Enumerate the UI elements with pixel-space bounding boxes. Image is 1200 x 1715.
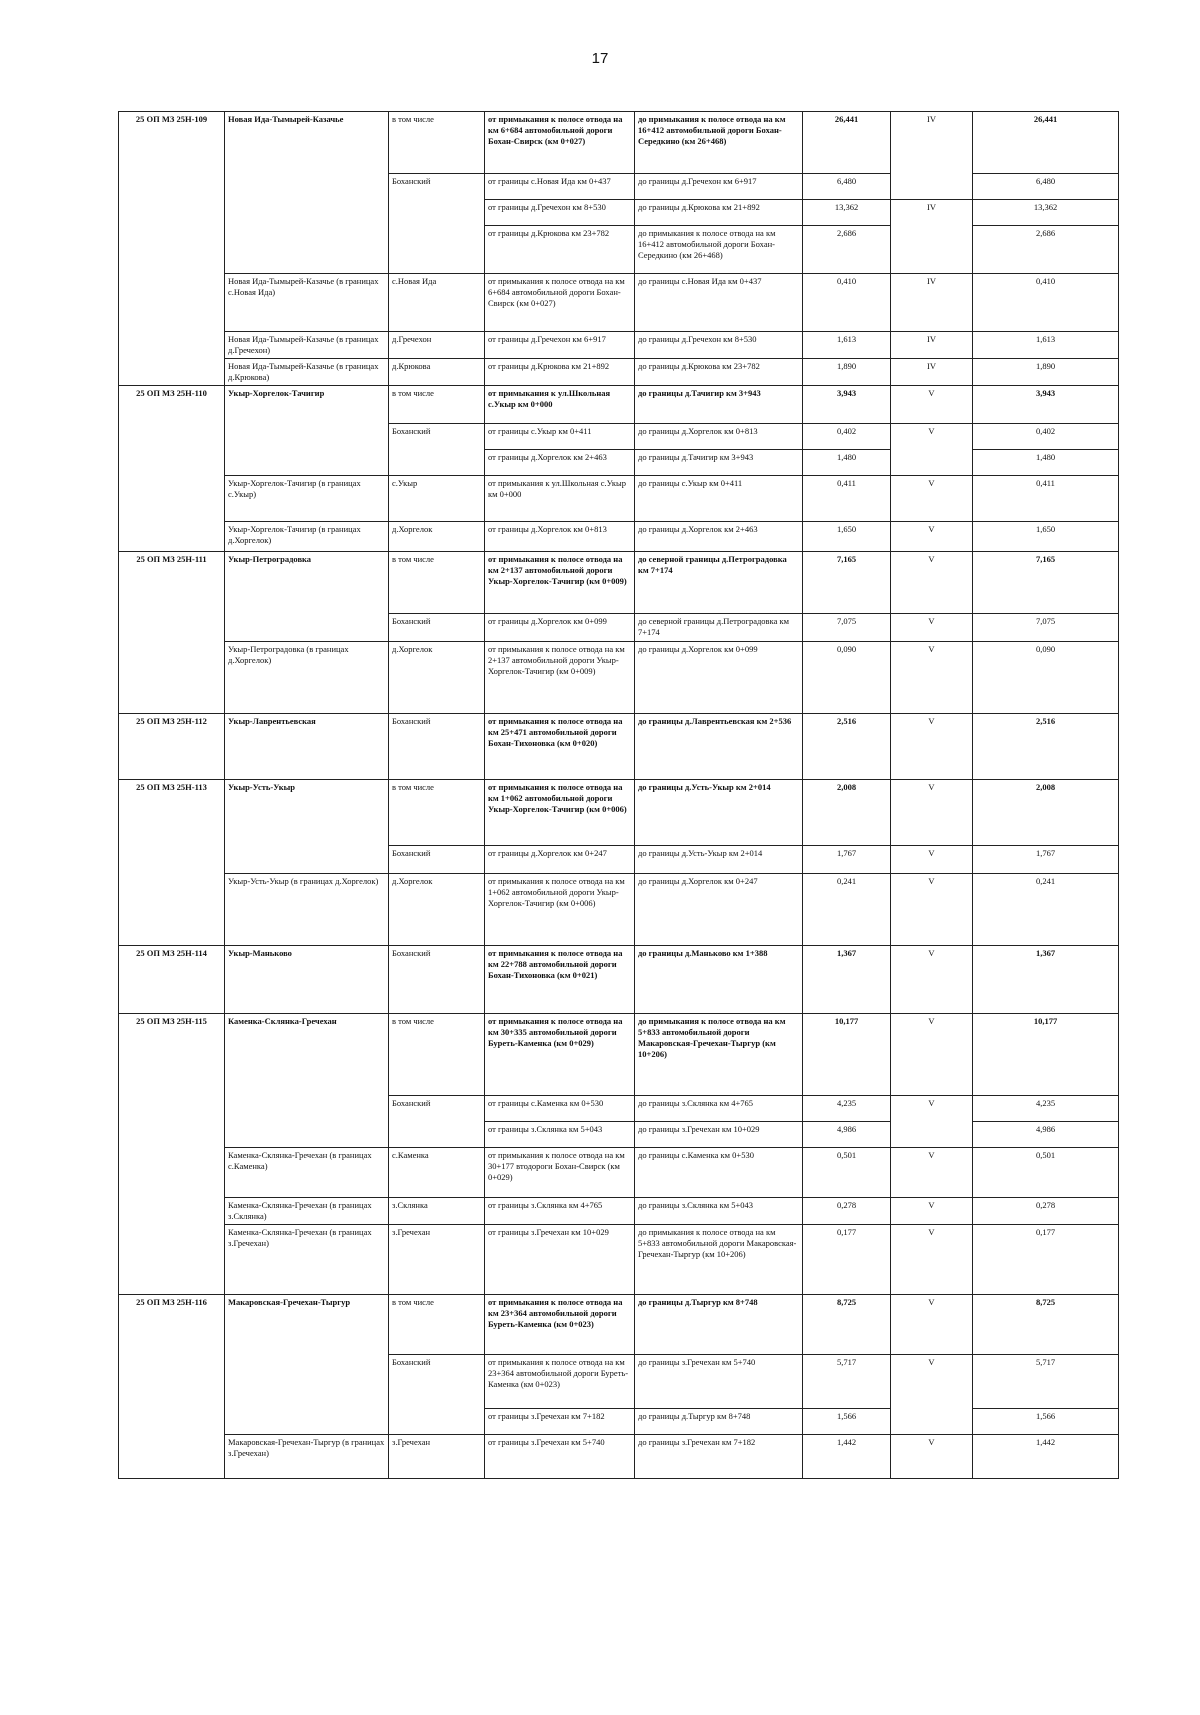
- total-length-cell: 3,943: [973, 386, 1119, 424]
- table-row: [119, 359, 1119, 386]
- total-length-cell: 0,411: [973, 476, 1119, 522]
- road-name-cell: Макаровская-Гречехан-Тыргур: [225, 1295, 389, 1435]
- location-cell: в том числе: [389, 780, 485, 846]
- from-cell: от примыкания к полосе отвода на км 23+364 автомобильной дороги Буреть-Каменка (км 0+023): [485, 1295, 635, 1355]
- to-cell: до границы д.Усть-Укыр км 2+014: [635, 780, 803, 846]
- from-cell: от границы з.Склянка км 4+765: [485, 1198, 635, 1225]
- length-cell: 1,890: [803, 359, 891, 386]
- category-cell: V: [891, 1096, 973, 1148]
- total-length-cell: 1,480: [973, 450, 1119, 476]
- category-cell: V: [891, 780, 973, 846]
- length-cell: 7,075: [803, 614, 891, 642]
- length-cell: 0,410: [803, 274, 891, 332]
- to-cell: до границы д.Лаврентьевская км 2+536: [635, 714, 803, 780]
- table-row: [119, 112, 1119, 174]
- from-cell: от границы с.Новая Ида км 0+437: [485, 174, 635, 200]
- from-cell: от границы д.Хоргелок км 2+463: [485, 450, 635, 476]
- from-cell: от границы д.Крюкова км 21+892: [485, 359, 635, 386]
- to-cell: до границы з.Склянка км 5+043: [635, 1198, 803, 1225]
- total-length-cell: 1,367: [973, 946, 1119, 1014]
- total-length-cell: 8,725: [973, 1295, 1119, 1355]
- from-cell: от примыкания к полосе отвода на км 1+062 автомобильной дороги Укыр-Хоргелок-Тачигир (км 0+006): [485, 780, 635, 846]
- length-cell: 13,362: [803, 200, 891, 226]
- road-code-cell: 25 ОП МЗ 25Н-112: [119, 714, 225, 780]
- from-cell: от границы д.Крюкова км 23+782: [485, 226, 635, 274]
- location-cell: Боханский: [389, 1355, 485, 1435]
- location-cell: с.Укыр: [389, 476, 485, 522]
- road-name-cell: Каменка-Склянка-Гречехан (в границах з.Гречехан): [225, 1225, 389, 1295]
- length-cell: 4,235: [803, 1096, 891, 1122]
- length-cell: 2,516: [803, 714, 891, 780]
- location-cell: Боханский: [389, 714, 485, 780]
- to-cell: до границы с.Укыр км 0+411: [635, 476, 803, 522]
- road-name-cell: Укыр-Усть-Укыр (в границах д.Хоргелок): [225, 874, 389, 946]
- table-row: [119, 476, 1119, 522]
- from-cell: от примыкания к ул.Школьная с.Укыр км 0+000: [485, 386, 635, 424]
- road-name-cell: Каменка-Склянка-Гречехан (в границах с.Каменка): [225, 1148, 389, 1198]
- length-cell: 0,501: [803, 1148, 891, 1198]
- road-code-cell: 25 ОП МЗ 25Н-115: [119, 1014, 225, 1295]
- location-cell: в том числе: [389, 112, 485, 174]
- table-row: [119, 1295, 1119, 1355]
- from-cell: от границы д.Гречехон км 8+530: [485, 200, 635, 226]
- length-cell: 8,725: [803, 1295, 891, 1355]
- total-length-cell: 6,480: [973, 174, 1119, 200]
- to-cell: до северной границы д.Петроградовка км 7+174: [635, 552, 803, 614]
- category-cell: V: [891, 946, 973, 1014]
- category-cell: IV: [891, 332, 973, 359]
- from-cell: от границы д.Гречехон км 6+917: [485, 332, 635, 359]
- category-cell: IV: [891, 200, 973, 274]
- to-cell: до границы д.Крюкова км 21+892: [635, 200, 803, 226]
- table-row: [119, 642, 1119, 714]
- to-cell: до границы д.Тыргур км 8+748: [635, 1409, 803, 1435]
- total-length-cell: 2,516: [973, 714, 1119, 780]
- location-cell: д.Хоргелок: [389, 522, 485, 552]
- category-cell: V: [891, 552, 973, 614]
- location-cell: д.Крюкова: [389, 359, 485, 386]
- length-cell: 2,008: [803, 780, 891, 846]
- road-name-cell: Укыр-Петроградовка: [225, 552, 389, 642]
- total-length-cell: 7,075: [973, 614, 1119, 642]
- table-row: [119, 522, 1119, 552]
- location-cell: Боханский: [389, 614, 485, 642]
- location-cell: з.Склянка: [389, 1198, 485, 1225]
- category-cell: V: [891, 642, 973, 714]
- length-cell: 5,717: [803, 1355, 891, 1409]
- location-cell: с.Новая Ида: [389, 274, 485, 332]
- total-length-cell: 0,177: [973, 1225, 1119, 1295]
- total-length-cell: 1,442: [973, 1435, 1119, 1479]
- from-cell: от примыкания к полосе отвода на км 22+788 автомобильной дороги Бохан-Тихоновка (км 0+021): [485, 946, 635, 1014]
- length-cell: 0,411: [803, 476, 891, 522]
- road-name-cell: Укыр-Маньково: [225, 946, 389, 1014]
- table-row: [119, 1198, 1119, 1225]
- from-cell: от примыкания к полосе отвода на км 6+684 автомобильной дороги Бохан-Свирск (км 0+027): [485, 112, 635, 174]
- to-cell: до границы д.Тачигир км 3+943: [635, 450, 803, 476]
- length-cell: 1,650: [803, 522, 891, 552]
- location-cell: д.Хоргелок: [389, 874, 485, 946]
- to-cell: до границы д.Тыргур км 8+748: [635, 1295, 803, 1355]
- to-cell: до границы с.Каменка км 0+530: [635, 1148, 803, 1198]
- table-row: [119, 946, 1119, 1014]
- road-code-cell: 25 ОП МЗ 25Н-116: [119, 1295, 225, 1479]
- to-cell: до границы д.Маньково км 1+388: [635, 946, 803, 1014]
- to-cell: до границы з.Гречехан км 5+740: [635, 1355, 803, 1409]
- road-name-cell: Каменка-Склянка-Гречехан: [225, 1014, 389, 1148]
- from-cell: от примыкания к полосе отвода на км 6+684 автомобильной дороги Бохан-Свирск (км 0+027): [485, 274, 635, 332]
- to-cell: до границы д.Тачигир км 3+943: [635, 386, 803, 424]
- from-cell: от границы з.Гречехан км 5+740: [485, 1435, 635, 1479]
- length-cell: 4,986: [803, 1122, 891, 1148]
- location-cell: д.Гречехон: [389, 332, 485, 359]
- category-cell: V: [891, 874, 973, 946]
- roads-table: [118, 111, 1119, 1479]
- table-row: [119, 274, 1119, 332]
- from-cell: от примыкания к полосе отвода на км 2+137 автомобильной дороги Укыр-Хоргелок-Тачигир (км 0+009): [485, 642, 635, 714]
- road-name-cell: Новая Ида-Тымырей-Казачье (в границах д.Гречехон): [225, 332, 389, 359]
- total-length-cell: 0,278: [973, 1198, 1119, 1225]
- total-length-cell: 13,362: [973, 200, 1119, 226]
- total-length-cell: 1,566: [973, 1409, 1119, 1435]
- location-cell: в том числе: [389, 386, 485, 424]
- road-name-cell: Новая Ида-Тымырей-Казачье (в границах с.Новая Ида): [225, 274, 389, 332]
- category-cell: IV: [891, 359, 973, 386]
- to-cell: до границы д.Хоргелок км 0+813: [635, 424, 803, 450]
- to-cell: до границы з.Гречехан км 10+029: [635, 1122, 803, 1148]
- from-cell: от примыкания к полосе отвода на км 30+335 автомобильной дороги Буреть-Каменка (км 0+029): [485, 1014, 635, 1096]
- road-code-cell: 25 ОП МЗ 25Н-114: [119, 946, 225, 1014]
- road-name-cell: Укыр-Хоргелок-Тачигир: [225, 386, 389, 476]
- category-cell: IV: [891, 274, 973, 332]
- length-cell: 26,441: [803, 112, 891, 174]
- road-code-cell: 25 ОП МЗ 25Н-109: [119, 112, 225, 386]
- category-cell: V: [891, 1295, 973, 1355]
- from-cell: от границы с.Каменка км 0+530: [485, 1096, 635, 1122]
- from-cell: от границы з.Гречехан км 10+029: [485, 1225, 635, 1295]
- from-cell: от примыкания к полосе отвода на км 30+177 втодороги Бохан-Свирск (км 0+029): [485, 1148, 635, 1198]
- total-length-cell: 4,986: [973, 1122, 1119, 1148]
- table-row: [119, 386, 1119, 424]
- from-cell: от примыкания к полосе отвода на км 2+137 автомобильной дороги Укыр-Хоргелок-Тачигир (км 0+009): [485, 552, 635, 614]
- road-name-cell: Новая Ида-Тымырей-Казачье: [225, 112, 389, 274]
- length-cell: 1,566: [803, 1409, 891, 1435]
- to-cell: до границы с.Новая Ида км 0+437: [635, 274, 803, 332]
- road-name-cell: Новая Ида-Тымырей-Казачье (в границах д.Крюкова): [225, 359, 389, 386]
- table-row: [119, 1148, 1119, 1198]
- length-cell: 1,480: [803, 450, 891, 476]
- table-row: [119, 1435, 1119, 1479]
- road-code-cell: 25 ОП МЗ 25Н-111: [119, 552, 225, 714]
- length-cell: 7,165: [803, 552, 891, 614]
- to-cell: до примыкания к полосе отвода на км 5+833 автомобильной дороги Макаровская-Гречехан-Тыргур (км 10+206): [635, 1225, 803, 1295]
- length-cell: 0,278: [803, 1198, 891, 1225]
- total-length-cell: 0,410: [973, 274, 1119, 332]
- road-name-cell: Укыр-Хоргелок-Тачигир (в границах д.Хоргелок): [225, 522, 389, 552]
- length-cell: 0,090: [803, 642, 891, 714]
- total-length-cell: 2,686: [973, 226, 1119, 274]
- road-code-cell: 25 ОП МЗ 25Н-110: [119, 386, 225, 552]
- to-cell: до примыкания к полосе отвода на км 16+412 автомобильной дороги Бохан-Середкино (км 26+468): [635, 226, 803, 274]
- road-name-cell: Каменка-Склянка-Гречехан (в границах з.Склянка): [225, 1198, 389, 1225]
- length-cell: 1,367: [803, 946, 891, 1014]
- location-cell: Боханский: [389, 846, 485, 874]
- table-row: [119, 332, 1119, 359]
- to-cell: до границы з.Склянка км 4+765: [635, 1096, 803, 1122]
- table-row: [119, 1225, 1119, 1295]
- location-cell: Боханский: [389, 946, 485, 1014]
- from-cell: от границы с.Укыр км 0+411: [485, 424, 635, 450]
- from-cell: от границы з.Гречехан км 7+182: [485, 1409, 635, 1435]
- to-cell: до границы д.Усть-Укыр км 2+014: [635, 846, 803, 874]
- table-row: [119, 1014, 1119, 1096]
- to-cell: до северной границы д.Петроградовка км 7+174: [635, 614, 803, 642]
- location-cell: с.Каменка: [389, 1148, 485, 1198]
- to-cell: до примыкания к полосе отвода на км 16+412 автомобильной дороги Бохан-Середкино (км 26+468): [635, 112, 803, 174]
- location-cell: з.Гречехан: [389, 1225, 485, 1295]
- category-cell: V: [891, 424, 973, 476]
- to-cell: до границы д.Гречехон км 8+530: [635, 332, 803, 359]
- to-cell: до границы з.Гречехан км 7+182: [635, 1435, 803, 1479]
- total-length-cell: 7,165: [973, 552, 1119, 614]
- length-cell: 3,943: [803, 386, 891, 424]
- total-length-cell: 1,613: [973, 332, 1119, 359]
- category-cell: V: [891, 476, 973, 522]
- from-cell: от примыкания к полосе отвода на км 1+062 автомобильной дороги Укыр-Хоргелок-Тачигир (км 0+006): [485, 874, 635, 946]
- length-cell: 1,442: [803, 1435, 891, 1479]
- category-cell: V: [891, 1435, 973, 1479]
- to-cell: до границы д.Хоргелок км 0+099: [635, 642, 803, 714]
- location-cell: в том числе: [389, 1295, 485, 1355]
- length-cell: 1,613: [803, 332, 891, 359]
- from-cell: от границы д.Хоргелок км 0+813: [485, 522, 635, 552]
- total-length-cell: 0,241: [973, 874, 1119, 946]
- category-cell: V: [891, 522, 973, 552]
- category-cell: V: [891, 1198, 973, 1225]
- category-cell: V: [891, 714, 973, 780]
- from-cell: от границы д.Хоргелок км 0+247: [485, 846, 635, 874]
- to-cell: до примыкания к полосе отвода на км 5+833 автомобильной дороги Макаровская-Гречехан-Тыргур (км 10+206): [635, 1014, 803, 1096]
- category-cell: V: [891, 1225, 973, 1295]
- total-length-cell: 1,890: [973, 359, 1119, 386]
- category-cell: V: [891, 846, 973, 874]
- location-cell: в том числе: [389, 552, 485, 614]
- road-name-cell: Макаровская-Гречехан-Тыргур (в границах з.Гречехан): [225, 1435, 389, 1479]
- from-cell: от границы з.Склянка км 5+043: [485, 1122, 635, 1148]
- location-cell: з.Гречехан: [389, 1435, 485, 1479]
- length-cell: 0,402: [803, 424, 891, 450]
- to-cell: до границы д.Крюкова км 23+782: [635, 359, 803, 386]
- category-cell: IV: [891, 112, 973, 200]
- table-row: [119, 780, 1119, 846]
- length-cell: 10,177: [803, 1014, 891, 1096]
- from-cell: от примыкания к полосе отвода на км 23+364 автомобильной дороги Буреть-Каменка (км 0+023): [485, 1355, 635, 1409]
- total-length-cell: 0,402: [973, 424, 1119, 450]
- length-cell: 6,480: [803, 174, 891, 200]
- table-row: [119, 552, 1119, 614]
- category-cell: V: [891, 1014, 973, 1096]
- category-cell: V: [891, 1148, 973, 1198]
- road-name-cell: Укыр-Усть-Укыр: [225, 780, 389, 874]
- category-cell: V: [891, 1355, 973, 1435]
- length-cell: 0,241: [803, 874, 891, 946]
- total-length-cell: 5,717: [973, 1355, 1119, 1409]
- category-cell: V: [891, 386, 973, 424]
- length-cell: 1,767: [803, 846, 891, 874]
- location-cell: в том числе: [389, 1014, 485, 1096]
- from-cell: от примыкания к ул.Школьная с.Укыр км 0+000: [485, 476, 635, 522]
- location-cell: Боханский: [389, 174, 485, 274]
- page-number: 17: [591, 50, 609, 67]
- table-row: [119, 714, 1119, 780]
- total-length-cell: 1,650: [973, 522, 1119, 552]
- total-length-cell: 26,441: [973, 112, 1119, 174]
- road-code-cell: 25 ОП МЗ 25Н-113: [119, 780, 225, 946]
- category-cell: V: [891, 614, 973, 642]
- location-cell: д.Хоргелок: [389, 642, 485, 714]
- road-name-cell: Укыр-Хоргелок-Тачигир (в границах с.Укыр): [225, 476, 389, 522]
- from-cell: от границы д.Хоргелок км 0+099: [485, 614, 635, 642]
- location-cell: Боханский: [389, 424, 485, 476]
- road-name-cell: Укыр-Лаврентьевская: [225, 714, 389, 780]
- total-length-cell: 0,501: [973, 1148, 1119, 1198]
- length-cell: 0,177: [803, 1225, 891, 1295]
- location-cell: Боханский: [389, 1096, 485, 1148]
- length-cell: 2,686: [803, 226, 891, 274]
- total-length-cell: 0,090: [973, 642, 1119, 714]
- total-length-cell: 1,767: [973, 846, 1119, 874]
- road-name-cell: Укыр-Петроградовка (в границах д.Хоргелок): [225, 642, 389, 714]
- to-cell: до границы д.Хоргелок км 0+247: [635, 874, 803, 946]
- to-cell: до границы д.Хоргелок км 2+463: [635, 522, 803, 552]
- to-cell: до границы д.Гречехон км 6+917: [635, 174, 803, 200]
- table-row: [119, 874, 1119, 946]
- total-length-cell: 4,235: [973, 1096, 1119, 1122]
- total-length-cell: 2,008: [973, 780, 1119, 846]
- total-length-cell: 10,177: [973, 1014, 1119, 1096]
- from-cell: от примыкания к полосе отвода на км 25+471 автомобильной дороги Бохан-Тихоновка (км 0+020): [485, 714, 635, 780]
